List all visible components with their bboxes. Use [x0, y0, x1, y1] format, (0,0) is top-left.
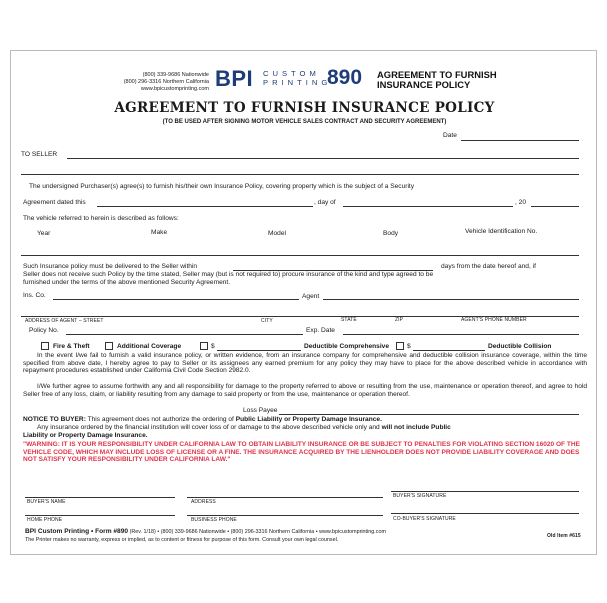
notice-line-1	[23, 416, 382, 423]
date-label: Date	[443, 132, 457, 139]
notice-text-1: This agreement does not authorize the ordering of	[87, 416, 234, 423]
to-seller-field[interactable]	[67, 158, 579, 159]
form-heading-line-1: AGREEMENT TO FURNISH	[377, 69, 497, 80]
policy-no-label: Policy No.	[29, 327, 59, 334]
delivery-text-1b: days from the date hereof and, if	[441, 263, 536, 270]
vehicle-col-vin: Vehicle Identification No.	[465, 228, 538, 235]
assume-responsibility-paragraph: I/We further agree to assume forthwith any and all responsibility for damage to the property referred to above or resulting from the use, maintenance or operation thereof, and agree to hold Seller free of any loss, claim, or liability resulting from any damage to said property or from the use, maintenance or operation thereof.	[23, 383, 587, 398]
notice-any-1: Any insurance ordered by the financial institution will cover loss of or damage to the above described vehicle only and	[37, 424, 380, 431]
agent-label: Agent	[302, 293, 320, 300]
caption-buyers-name: BUYER'S NAME	[27, 499, 66, 505]
caption-business-phone: BUSINESS PHONE	[191, 517, 237, 523]
buyers-signature-field[interactable]	[391, 491, 579, 492]
intro-text: The undersigned Purchaser(s) agree(s) to furnish his/their own Insurance Policy, covering property which is the subject of a Security	[29, 183, 415, 190]
header-contact	[99, 72, 209, 92]
footer-disclaimer: The Printer makes no warranty, express or implied, as to content or fitness for purpose of this form. Consult your own legal counsel.	[25, 537, 339, 543]
vehicle-col-year: Year	[37, 230, 51, 237]
brand-sub-custom: CUSTOM	[263, 69, 320, 78]
caption-agent-street: ADDRESS OF AGENT – STREET	[25, 318, 104, 324]
brand-sub-printing: PRINTING	[263, 78, 332, 87]
caption-state: STATE	[341, 317, 357, 323]
form-title: AGREEMENT TO FURNISH INSURANCE POLICY	[114, 100, 495, 116]
co-buyers-signature-field[interactable]	[391, 513, 579, 514]
agreement-month-field[interactable]	[343, 206, 513, 207]
comprehensive-amount-field[interactable]	[217, 350, 301, 351]
form-number: 890	[327, 66, 363, 89]
comprehensive-currency: $	[211, 343, 215, 350]
fire-theft-label: Fire & Theft	[53, 343, 90, 350]
ins-co-field[interactable]	[53, 299, 299, 300]
caption-co-buyers-signature: CO-BUYER'S SIGNATURE	[393, 516, 456, 522]
exp-date-label: Exp. Date	[306, 327, 335, 334]
brand-logo: BPI	[215, 66, 254, 91]
to-seller-field-2[interactable]	[21, 174, 579, 175]
vehicle-details-field[interactable]	[21, 255, 579, 256]
day-of-label: , day of	[314, 199, 336, 206]
business-phone-field[interactable]	[187, 515, 383, 516]
vehicle-col-make: Make	[151, 229, 168, 236]
buyers-name-field[interactable]	[25, 497, 175, 498]
form-sheet	[10, 50, 597, 555]
footer-item-number: Old Item #615	[547, 533, 581, 539]
phone-northern-california: (800) 296-3316 Northern California	[123, 78, 209, 85]
website: www.bpicustomprinting.com	[140, 85, 209, 92]
notice-text-2: Public Liability or Property Damage Insurance.	[235, 416, 382, 423]
notice-any-3: Liability or Property Damage Insurance.	[23, 432, 148, 439]
form-subtitle: (TO BE USED AFTER SIGNING MOTOR VEHICLE SALES CONTRACT AND SECURITY AGREEMENT)	[162, 119, 447, 125]
additional-coverage-checkbox[interactable]	[105, 342, 113, 350]
caption-zip: ZIP	[395, 317, 404, 323]
phone-nationwide: (800) 339-9686 Nationwide	[142, 72, 209, 78]
date-field[interactable]	[461, 140, 579, 141]
exp-date-field[interactable]	[343, 334, 579, 335]
caption-agent-phone: AGENT'S PHONE NUMBER	[461, 317, 527, 323]
delivery-text-2: Seller does not receive such Policy by the time stated, Seller may (but is not required to) procure insurance of the kind and type agreed to be	[23, 271, 434, 278]
collision-checkbox[interactable]	[396, 342, 404, 350]
fail-to-furnish-paragraph: In the event I/we fail to furnish a valid insurance policy, or written evidence, from an insurance company for comprehensive and deductible collision insurance coverage, within the time specified from above date, I hereby agree to pay to Seller or its assignees any earned premium for any policy they may have to place for the above described vehicle in accordance with repayment procedures established under California Civil Code Section 2982.0.	[23, 352, 587, 374]
caption-home-phone: HOME PHONE	[27, 517, 63, 523]
additional-coverage-label: Additional Coverage	[117, 343, 182, 350]
agreement-dated-label: Agreement dated this	[23, 199, 86, 206]
home-phone-field[interactable]	[25, 515, 175, 516]
brand-subtitle	[263, 69, 331, 87]
agreement-year-field[interactable]	[531, 206, 579, 207]
agreement-day-field[interactable]	[97, 206, 313, 207]
buyer-address-field[interactable]	[187, 497, 383, 498]
notice-label: NOTICE TO BUYER:	[23, 416, 86, 423]
fire-theft-checkbox[interactable]	[41, 342, 49, 350]
loss-payee-label: Loss Payee	[243, 407, 278, 414]
deductible-comprehensive-label: Deductible Comprehensive	[304, 343, 390, 350]
ins-co-label: Ins. Co.	[23, 292, 46, 299]
footer-line-1	[25, 528, 386, 535]
footer-brand: BPI Custom Printing • Form #890	[25, 528, 129, 535]
delivery-text-3: furnished under the terms of the above mentioned Security Agreement.	[23, 279, 231, 286]
caption-buyers-signature: BUYER'S SIGNATURE	[393, 493, 447, 499]
footer-contact: (Rev. 1/18) • (800) 339-9686 Nationwide • (800) 296-3316 Northern California • www.bpicustomprinting.com	[129, 529, 386, 535]
agent-field[interactable]	[323, 299, 579, 300]
vehicle-description-label: The vehicle referred to herein is described as follows:	[23, 215, 179, 222]
comprehensive-checkbox[interactable]	[200, 342, 208, 350]
notice-line-2	[37, 424, 451, 431]
loss-payee-field[interactable]	[279, 414, 579, 415]
california-warning: "WARNING: IT IS YOUR RESPONSIBILITY UNDER CALIFORNIA LAW TO OBTAIN LIABILITY INSURANCE OR BE SUBJECT TO PENALTIES FOR VIOLATING SECTION 16020 OF THE VEHICLE CODE, WHICH MAY INCLUDE LOSS OF LICENSE OR A FINE. THE INSURANCE ACQUIRED BY THE LIENHOLDER DOES NOT PROVIDE LIABILITY COVERAGE AND DOES NOT SATISFY YOUR RESPONSIBILITY UNDER CALIFORNIA LAW."	[23, 441, 580, 464]
vehicle-col-model: Model	[268, 230, 286, 237]
collision-currency: $	[407, 343, 411, 350]
form-heading-line-2: INSURANCE POLICY	[377, 79, 471, 90]
policy-no-field[interactable]	[66, 334, 303, 335]
year-label: , 20	[515, 199, 526, 206]
caption-city: CITY	[261, 318, 273, 324]
vehicle-col-body: Body	[383, 230, 399, 237]
delivery-text-1: Such Insurance policy must be delivered to the Seller within	[23, 263, 198, 270]
deductible-collision-label: Deductible Collision	[488, 343, 552, 350]
notice-any-2: will not include Public	[381, 424, 451, 431]
collision-amount-field[interactable]	[413, 350, 485, 351]
to-seller-label: TO SELLER	[21, 151, 58, 158]
form-heading	[377, 70, 497, 90]
caption-address: ADDRESS	[191, 499, 216, 505]
